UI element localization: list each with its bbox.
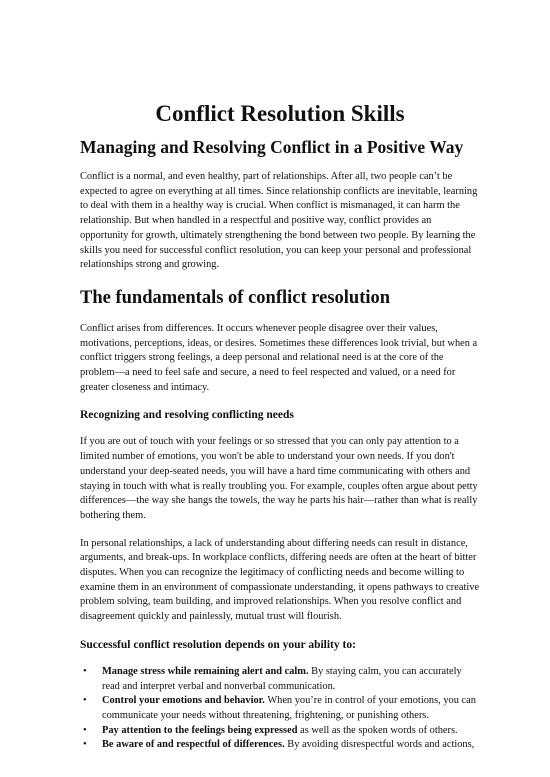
list-item-bold: Control your emotions and behavior. [102, 695, 265, 707]
ability-list [80, 665, 480, 753]
list-item-text: When you’re in control of your emotions, you can communicate your needs without threatening, frightening, or punishing others. [102, 695, 476, 721]
document-content [80, 100, 480, 753]
list-item-bold: Be aware of and respectful of differences. [102, 739, 285, 751]
conflicting-needs-paragraph-2: In personal relationships, a lack of understanding about differing needs can result in distance, arguments, and break-ups. In workplace conflicts, differing needs are often at the heart of bitter disputes. When you can recognize the legitimacy of conflicting needs and become willing to examine them in an environment of compassionate understanding, it opens pathways to creative problem solving, team building, and improved relationships. When you resolve conflict and disagreement quickly and painlessly, mutual trust will flourish. [80, 537, 480, 623]
conflicting-needs-paragraph-1: If you are out of touch with your feelings or so stressed that you can only pay attention to a limited number of emotions, you won't be able to understand your own needs. If you don't understand your deep-seated needs, you will have a hard time communicating with others and staying in touch with what is really troubling you. For example, couples often argue about petty differences—the way she hangs the towels, the way he parts his hair—rather than what is really bothering them. [80, 436, 478, 521]
page-title: Conflict Resolution Skills [155, 101, 405, 126]
section-heading-successful-resolution: Successful conflict resolution depends on your ability to: [80, 638, 356, 651]
list-item [80, 738, 480, 753]
page-subtitle: Managing and Resolving Conflict in a Positive Way [80, 137, 464, 157]
list-item-bold: Pay attention to the feelings being expressed [102, 724, 298, 736]
list-item-text: as well as the spoken words of others. [297, 724, 458, 736]
list-item-text: By staying calm, you can accurately read and interpret verbal and nonverbal communication. [102, 665, 462, 692]
intro-paragraph: Conflict is a normal, and even healthy, part of relationships. After all, two people can’t be expected to agree on everything at all times. Since relationship conflicts are inevitable, learning to deal with them in a healthy way is crucial. When conflict is mismanaged, it can harm the relationship. But when handled in a respectful and positive way, conflict provides an opportunity for growth, ultimately strengthening the bond between two people. By learning the skills you need for successful conflict resolution, you can keep your personal and professional relationships strong and growing. [80, 171, 478, 271]
bullet-icon: • [83, 695, 87, 707]
bullet-icon: • [83, 665, 87, 677]
section-heading-fundamentals: The fundamentals of conflict resolution [80, 287, 391, 308]
list-item [80, 694, 480, 723]
list-item-bold: Manage stress while remaining alert and calm. [102, 665, 309, 677]
list-item [80, 724, 480, 739]
bullet-icon: • [83, 739, 87, 751]
list-item-text: By avoiding disrespectful words and actions, [284, 739, 475, 751]
section-heading-conflicting-needs: Recognizing and resolving conflicting needs [80, 409, 294, 422]
fundamentals-paragraph: Conflict arises from differences. It occurs whenever people disagree over their values, motivations, perceptions, ideas, or desires. Sometimes these differences look trivial, but when a conflict triggers strong feelings, a deep personal and relational need is at the core of the problem—a need to feel safe and secure, a need to feel respected and valued, or a need for greater closeness and intimacy. [80, 322, 478, 393]
bullet-icon: • [83, 724, 87, 736]
list-item [80, 665, 480, 694]
